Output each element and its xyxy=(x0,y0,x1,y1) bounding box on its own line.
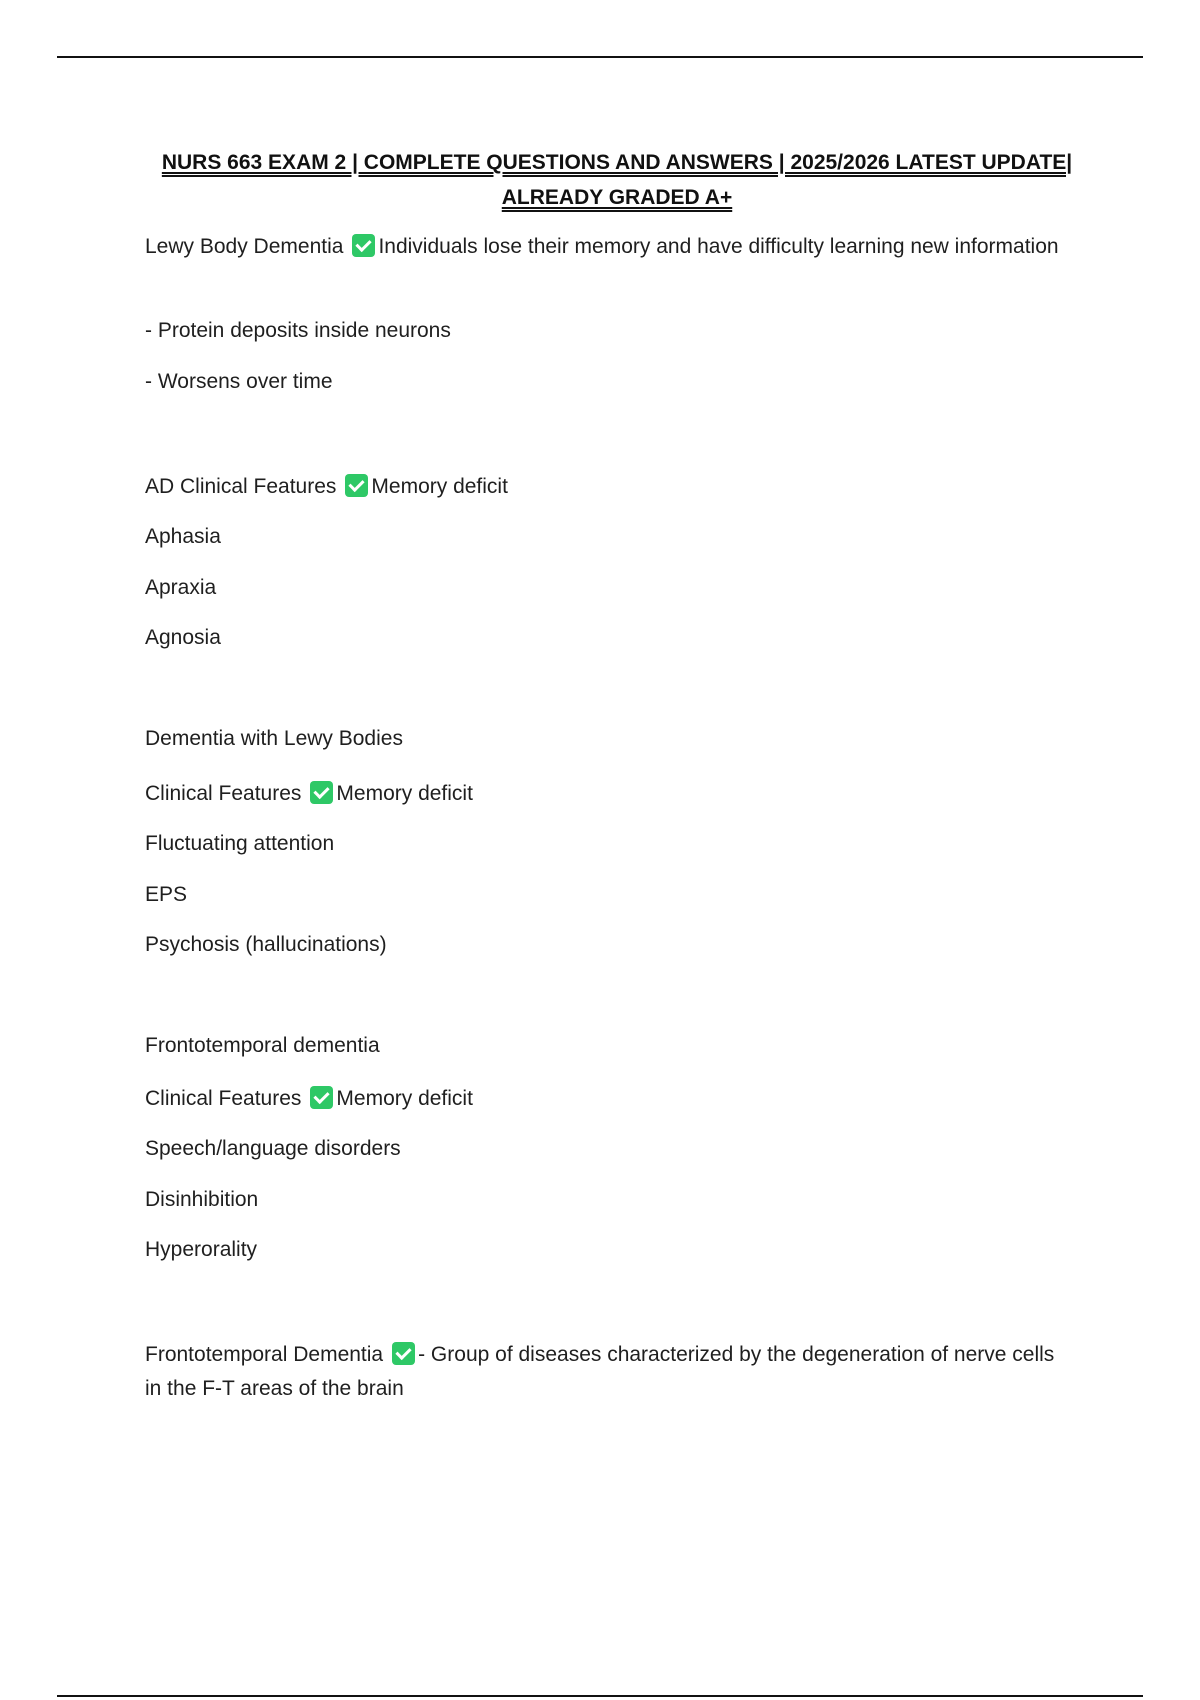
header-rule xyxy=(57,56,1143,58)
list-item: Disinhibition xyxy=(145,1188,259,1211)
entry-term: Frontotemporal Dementia xyxy=(145,1343,384,1366)
check-mark-icon xyxy=(345,474,368,497)
entry-term: Clinical Features xyxy=(145,782,302,805)
title-line-1: NURS 663 EXAM 2 | COMPLETE QUESTIONS AND ANSWERS | 2025/2026 LATEST UPDATE| xyxy=(161,151,1073,174)
list-item: Psychosis (hallucinations) xyxy=(145,933,387,956)
list-item: Fluctuating attention xyxy=(145,832,335,855)
section-heading: Frontotemporal dementia xyxy=(145,1034,380,1057)
entry-answer: Memory deficit xyxy=(336,782,473,805)
list-item: - Worsens over time xyxy=(145,370,333,393)
check-mark-icon xyxy=(310,781,333,804)
list-item: - Protein deposits inside neurons xyxy=(145,319,451,342)
flashcard-entry xyxy=(145,1338,1075,1406)
flashcard-entry xyxy=(145,777,473,811)
entry-term: Lewy Body Dementia xyxy=(145,235,344,258)
title-line-2: ALREADY GRADED A+ xyxy=(501,186,733,209)
entry-answer: Individuals lose their memory and have difficulty learning new information xyxy=(378,235,1059,258)
list-item: Aphasia xyxy=(145,525,221,548)
check-mark-icon xyxy=(310,1086,333,1109)
flashcard-entry xyxy=(145,470,508,504)
check-mark-icon xyxy=(392,1342,415,1365)
list-item: Speech/language disorders xyxy=(145,1137,401,1160)
entry-answer: Memory deficit xyxy=(336,1087,473,1110)
flashcard-entry xyxy=(145,230,1075,264)
list-item: Hyperorality xyxy=(145,1238,258,1261)
entry-answer: - Group of diseases characterized by the degeneration of nerve cells in the F-T areas of the brain xyxy=(145,1343,1055,1400)
section-heading: Dementia with Lewy Bodies xyxy=(145,727,403,750)
check-mark-icon xyxy=(352,234,375,257)
entry-term: Clinical Features xyxy=(145,1087,302,1110)
entry-term: AD Clinical Features xyxy=(145,475,337,498)
flashcard-entry xyxy=(145,1082,473,1116)
entry-answer: Memory deficit xyxy=(371,475,508,498)
list-item: EPS xyxy=(145,883,188,906)
footer-rule xyxy=(57,1695,1143,1697)
list-item: Apraxia xyxy=(145,576,217,599)
document-title xyxy=(100,145,1134,215)
list-item: Agnosia xyxy=(145,626,221,649)
